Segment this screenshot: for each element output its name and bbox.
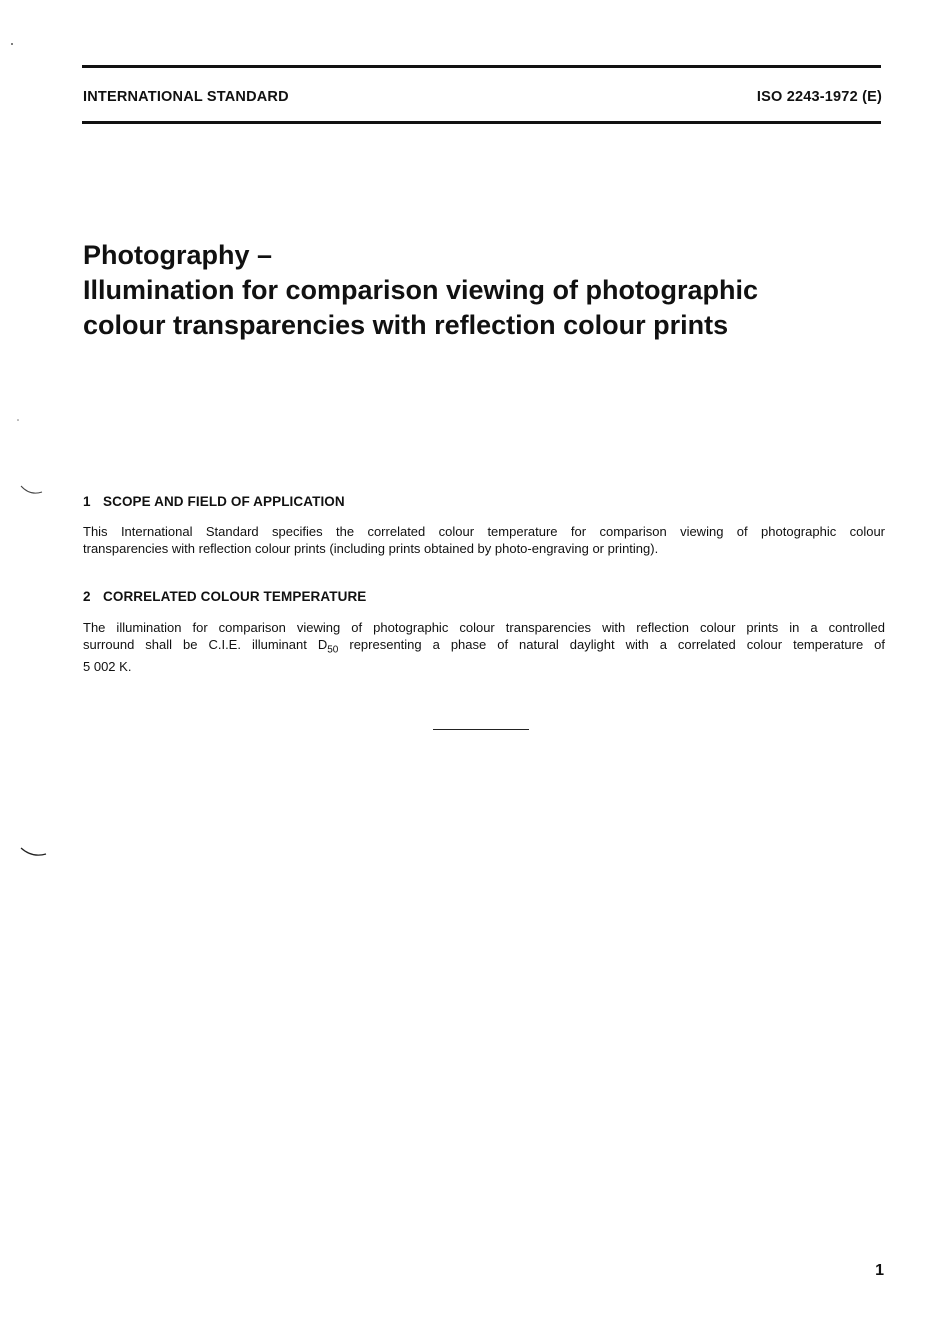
section-2-line-2-before: surround shall be C.I.E. illuminant D <box>83 636 328 652</box>
section-1-paragraph <box>83 524 885 557</box>
illuminant-subscript: 50 <box>327 644 339 656</box>
section-1-line-1: This International Standard specifies the correlated colour temperature for comparison viewing of photographic colour <box>83 524 885 539</box>
scan-mark-left-arc-2 <box>20 846 48 860</box>
header-bottom-rule <box>82 121 881 124</box>
section-2-line-2-after: representing a phase of natural daylight with a correlated colour temperature of <box>338 636 886 652</box>
header-top-rule <box>82 65 881 68</box>
section-2-heading <box>83 589 366 604</box>
section-2-line-1: The illumination for comparison viewing of photographic colour transparencies with reflection colour prints in a controlled <box>83 620 885 635</box>
section-1-number: 1 <box>83 494 91 509</box>
section-2-paragraph <box>83 620 885 675</box>
section-2-title: CORRELATED COLOUR TEMPERATURE <box>103 589 367 604</box>
scan-mark-left-dot <box>16 418 22 424</box>
title-line-1: Photography – <box>83 240 273 270</box>
section-2-number: 2 <box>83 589 91 604</box>
scan-mark-top-left <box>8 40 18 50</box>
header-standard-number: ISO 2243-1972 (E) <box>756 89 882 105</box>
end-of-text-rule <box>433 729 529 730</box>
title-line-2: Illumination for comparison viewing of photographic <box>83 275 759 305</box>
section-1-line-2: transparencies with reflection colour prints (including prints obtained by photo-engraving or printing). <box>83 540 659 556</box>
section-1-title: SCOPE AND FIELD OF APPLICATION <box>103 494 345 509</box>
document-title <box>83 238 883 343</box>
header-document-type: INTERNATIONAL STANDARD <box>83 89 289 105</box>
section-1-heading <box>83 494 345 509</box>
page-number: 1 <box>875 1262 884 1279</box>
scan-mark-left-arc-1 <box>20 484 44 498</box>
title-line-3: colour transparencies with reflection colour prints <box>83 310 729 340</box>
section-2-line-3: 5 002 K. <box>83 658 132 674</box>
section-2-line-2 <box>83 637 885 659</box>
